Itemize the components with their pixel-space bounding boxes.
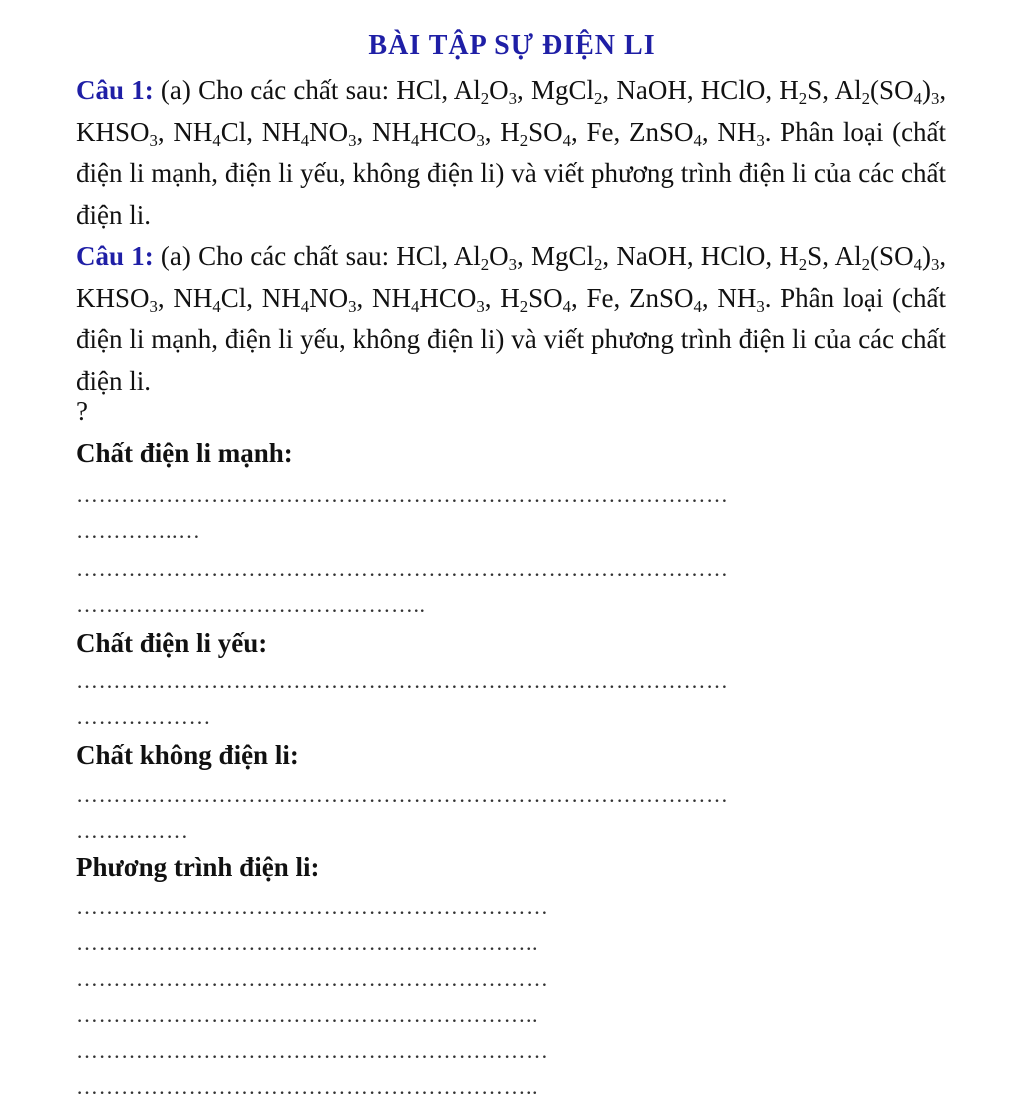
question-intro: Cho các chất sau: xyxy=(198,75,390,105)
chemical-formula: $NH_4NO_3$ xyxy=(261,116,357,150)
answer-line: …………..… xyxy=(76,518,201,543)
chemical-formula: $H_2SO_4$ xyxy=(500,282,571,316)
question-paragraph xyxy=(76,70,946,236)
chemical-formula: Fe xyxy=(586,116,614,147)
answer-line: ……………………………………….. xyxy=(76,592,426,617)
chemical-formula: ZnSO$_4$ xyxy=(628,282,702,316)
equations-heading: Phương trình điện li: xyxy=(76,852,320,882)
answer-line: ……………………………………………………… xyxy=(76,894,549,919)
chemical-formula: $NH_4HCO_3$ xyxy=(371,116,485,150)
chemical-formula: $NH_4NO_3$ xyxy=(261,282,357,316)
chemical-formula: HClO xyxy=(700,75,766,105)
chemical-formula: $H_2S$ xyxy=(779,241,823,275)
answer-line: …………………………………………………………………………… xyxy=(76,668,729,693)
non-electrolyte-heading: Chất không điện li: xyxy=(76,740,299,770)
chemical-formula: ZnSO$_4$ xyxy=(628,116,702,150)
chemical-formula: $H_2S$ xyxy=(779,75,823,109)
chemical-formula: $NH_4Cl$ xyxy=(173,116,247,150)
chemical-formula: $Al_2(SO_4)_3$ xyxy=(834,241,940,275)
worksheet-title: BÀI TẬP SỰ ĐIỆN LI xyxy=(368,30,656,61)
chemical-formula: $NH_3$ xyxy=(717,116,765,150)
chemical-formula: $H_2SO_4$ xyxy=(500,116,571,150)
weak-electrolyte-heading: Chất điện li yếu: xyxy=(76,628,268,658)
question-label: Câu 1: xyxy=(76,75,154,105)
chemical-formula: $NH_4Cl$ xyxy=(173,282,247,316)
chemical-formula: $NH_4HCO_3$ xyxy=(371,282,485,316)
chemical-formula: HCl xyxy=(396,75,442,105)
chemical-formula: $KHSO_3$ xyxy=(76,116,158,150)
strong-electrolyte-heading: Chất điện li mạnh: xyxy=(76,438,293,468)
chemical-formula: Fe xyxy=(586,282,614,313)
answer-line: …………………………………………………………………………… xyxy=(76,782,729,807)
question-intro: Cho các chất sau: xyxy=(198,241,390,271)
answer-line: ……………………………………………………… xyxy=(76,1038,549,1063)
chemical-formula: $Al_2(SO_4)_3$ xyxy=(834,75,940,109)
answer-line: …………………………………………………………………………… xyxy=(76,556,729,581)
answer-line: …………………………………………………………………………… xyxy=(76,482,729,507)
chemical-formula: HCl xyxy=(396,241,442,271)
answer-line: ……………… xyxy=(76,704,211,729)
answer-line: …………………………………………………….. xyxy=(76,1002,538,1027)
question-part: (a) xyxy=(160,75,191,105)
answer-line: …………… xyxy=(76,818,189,843)
chemical-formula: $NH_3$ xyxy=(717,282,765,316)
chemical-formula: HClO xyxy=(700,241,766,271)
answer-line: ……………………………………………………… xyxy=(76,966,549,991)
chemical-formula: NaOH xyxy=(616,241,687,271)
chemical-formula: $Al_2O_3$ xyxy=(453,241,518,275)
chemical-formula: MgCl$_2$ xyxy=(530,75,603,109)
question-label: Câu 1: xyxy=(76,241,154,271)
question-mark: ? xyxy=(76,396,88,426)
answer-line: …………………………………………………….. xyxy=(76,1074,538,1099)
chemical-formula: NaOH xyxy=(616,75,687,105)
chemical-formula: $KHSO_3$ xyxy=(76,282,158,316)
question-instruction: Phân loại (chất điện li mạnh, điện li yếu, không điện li) và viết phương trình điện li của các chất điện li. xyxy=(76,282,947,396)
chemical-formula: $Al_2O_3$ xyxy=(453,75,518,109)
chemical-list: HCl, $Al_2O_3$, MgCl$_2$, NaOH, HClO, $H_2S$, $Al_2(SO_4)_3$, $KHSO_3$, $NH_4Cl$, $NH_4NO_3$, $NH_4HCO_3$, $H_2SO_4$, Fe, ZnSO$_4$, $NH_3$. xyxy=(76,75,947,150)
question-part: (a) xyxy=(160,241,191,271)
chemical-list: HCl, $Al_2O_3$, MgCl$_2$, NaOH, HClO, $H_2S$, $Al_2(SO_4)_3$, $KHSO_3$, $NH_4Cl$, $NH_4NO_3$, $NH_4HCO_3$, $H_2SO_4$, Fe, ZnSO$_4$, $NH_3$. xyxy=(76,241,947,316)
chemical-formula: MgCl$_2$ xyxy=(530,241,603,275)
question-paragraph-repeat xyxy=(76,236,946,402)
question-instruction: Phân loại (chất điện li mạnh, điện li yếu, không điện li) và viết phương trình điện li của các chất điện li. xyxy=(76,116,947,230)
answer-line: …………………………………………………….. xyxy=(76,930,538,955)
